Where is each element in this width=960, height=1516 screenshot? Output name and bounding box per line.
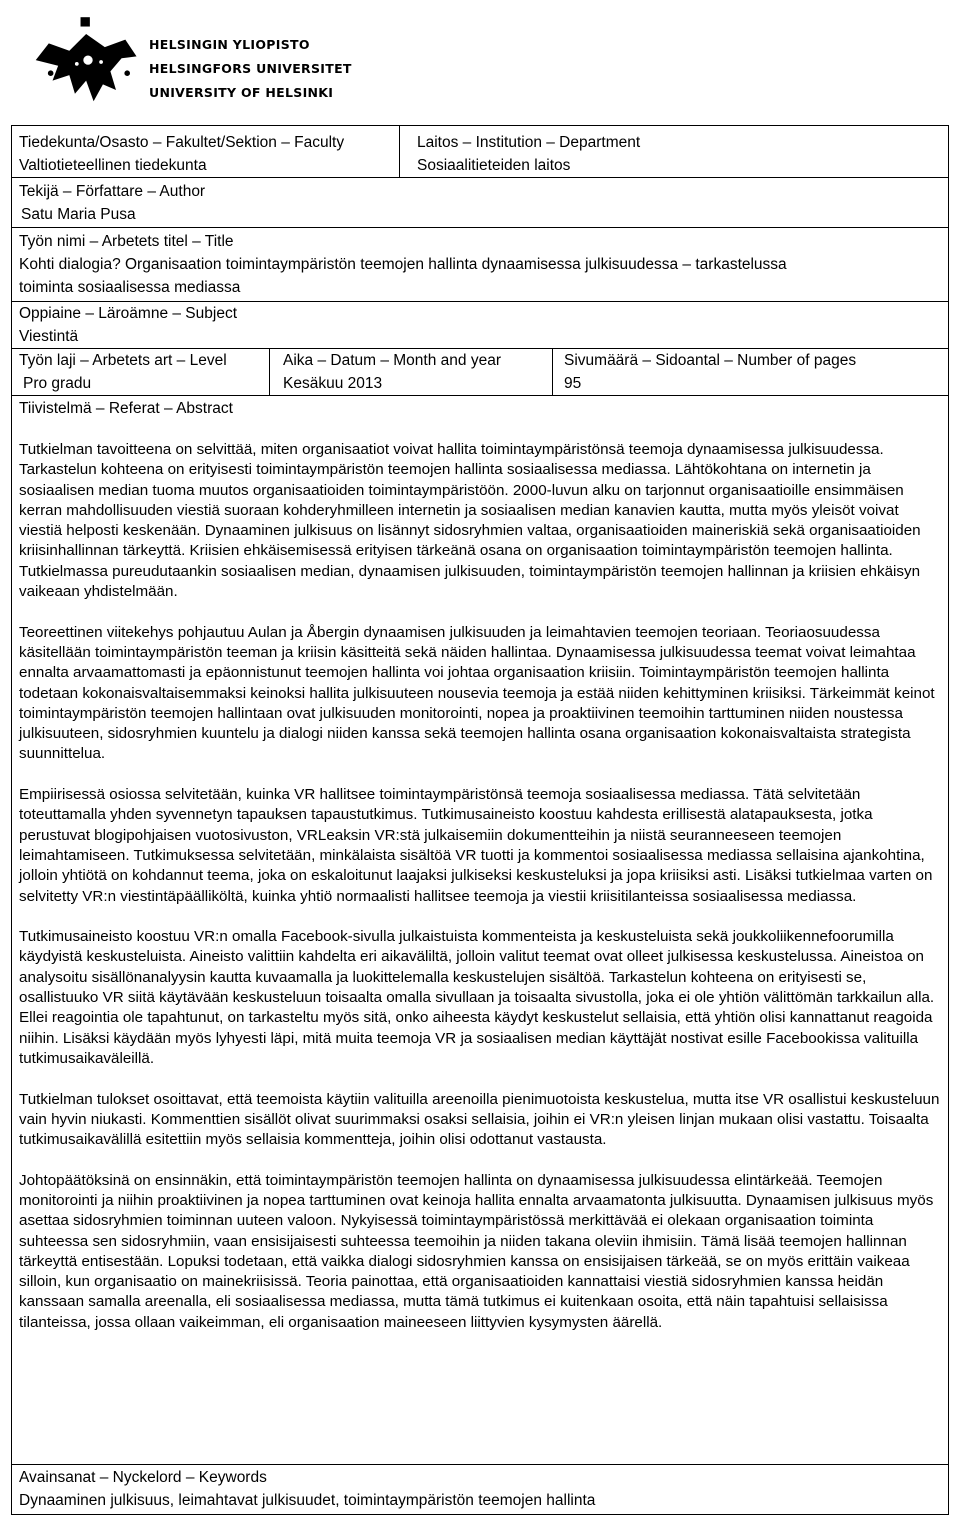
abstract-paragraph: Johtopäätöksinä on ensinnäkin, että toimintaympäristön teemojen hallinta on dynaamisessa julkisuudessa elintärkeää. Teemojen monitorointi ja niihin proaktiivinen ja nopea tarttuminen ovat keinoja hallita ennalta arvaamatonta julkisuutta. Dynaamisen julkisuus myös asettaa sidosryhmien toiminnan uuteen valoon. Nykyisessä toimintaympäristössä merkittävää ei olekaan organisaation toiminta suhteessa sen sidosryhmiin, vaan ensisijaisesti suhteessa teemoihin ja niiden takana oleviin ihmisiin. Tämä lisää teemojen hallinnan tärkeyttä entisestään. Lopuksi todetaan, että vaikka dialogi sidosryhmien kanssa on ensisijaisen tärkeää, se on myös erittäin vaikeaa silloin, kun organisaatio on mainekriisissä. Teoria painottaa, että organisaatioiden kannattaisi viestiä sidosryhmien kanssa heidän kanssaan samalla areenalla, eli sosiaalisessa mediassa, mutta tämä tutkimus ei kuitenkaan osoita, että näin tapahtuisi sellaisissa tilanteissa, jossa ollaan vaikeimman, eli organisaation maineeseen liittyvien kysymysten äärellä. (19, 1171, 934, 1331)
keywords-label: Avainsanat – Nyckelord – Keywords (19, 1469, 267, 1486)
level-value: Pro gradu (23, 375, 92, 392)
department-label: Laitos – Institution – Department (417, 134, 641, 151)
subject-value: Viestintä (19, 328, 79, 345)
keywords-value: Dynaaminen julkisuus, leimahtavat julkisuudet, toimintaympäristön teemojen hallinta (19, 1492, 596, 1509)
abstract-paragraph: Empiirisessä osiossa selvitetään, kuinka VR hallitsee toimintaympäristönsä teemoja sosiaalisessa mediassa. Tätä selvitetään toteuttamalla yhden syvennetyn tapauksen tapaustutkimus. Tutkimusaineisto koostuu kahdesta erillisestä alatapauksesta, jotka perustuvat blogipohjaisen vuotosivuston, VRLeaksin VR:stä julkaisemiin dokumentteihin ja niistä seuranneeseen teemojen leimahtamiseen. Tutkimuksessa selvitetään, minkälaista sisältöä VR tuotti ja kommentoi sosiaalisessa mediassa sellaisina ajankohtina, jolloin yhtiötä on kohdannut teema, joka on eskaloitunut laajaksi julkiseksi keskusteluksi ja jopa kriisiksi asti. Lisäksi tutkielmaa varten on selvitetty VR:n viestintäpäälliköltä, kuinka yhtiö normaalisti hallitsee teemoja ja viestii kriisitilanteissa sosiaalisessa mediassa. (19, 786, 933, 905)
divider (12, 227, 948, 228)
university-seal-logo (32, 14, 144, 110)
date-label: Aika – Datum – Month and year (283, 352, 501, 369)
pages-value: 95 (564, 375, 582, 392)
author-value: Satu Maria Pusa (21, 206, 136, 223)
university-name-fi: HELSINGIN YLIOPISTO (149, 37, 310, 52)
divider (552, 348, 553, 395)
divider (12, 395, 948, 396)
title-value-line2: toiminta sosiaalisessa mediassa (19, 279, 241, 296)
title-label: Työn nimi – Arbetets titel – Title (19, 233, 234, 250)
divider (12, 1464, 948, 1465)
abstract-text (19, 440, 945, 1353)
department-value: Sosiaalitieteiden laitos (417, 157, 571, 174)
title-value-line1: Kohti dialogia? Organisaation toimintaympäristön teemojen hallinta dynaamisessa julkisuudessa – tarkastelussa (19, 256, 787, 273)
level-label: Työn laji – Arbetets art – Level (19, 352, 227, 369)
university-name-sv: HELSINGFORS UNIVERSITET (149, 61, 352, 76)
divider (269, 348, 270, 395)
university-name (149, 33, 352, 105)
date-value: Kesäkuu 2013 (283, 375, 383, 392)
subject-label: Oppiaine – Läroämne – Subject (19, 305, 238, 322)
abstract-form (11, 125, 949, 1515)
divider (399, 126, 400, 177)
faculty-label: Tiedekunta/Osasto – Fakultet/Sektion – Faculty (19, 134, 345, 151)
abstract-paragraph: Tutkimusaineisto koostuu VR:n omalla Facebook-sivulla julkaistuista kommenteista ja keskusteluista sekä joukkoliikennefoorumilla käydyistä keskusteluista. Aineisto valittiin kahdelta eri aikaväliltä, jolloin valitut teemat ovat olleet julkisessa keskustelussa. Aineistoa on analysoitu sisällönanalyysin kautta kuvaamalla ja luokittelemalla keskustelujen sisältöä. Tarkastelun kohteena on erityisesti se, osallistuuko VR siitä käytävään keskusteluun toisaalta omalla sivullaan ja toisaalta sivustolla, joka ei ole yhtiön välittömän tarkkailun alla. Ellei reagointia ole tapahtunut, on tarkasteltu myös sitä, onko aiheesta käydyt keskustelut sellaisia, että yhtiön olisi kannattanut reagoida niihin. Lisäksi käydään myös lyhyesti läpi, mitä muita teemoja VR ja sosiaalisen median käyttäjät nostivat esille Facebookissa valituilla tutkimusaikaväleillä. (19, 928, 935, 1067)
university-name-en: UNIVERSITY OF HELSINKI (149, 85, 334, 100)
author-label: Tekijä – Författare – Author (19, 183, 206, 200)
abstract-paragraph: Teoreettinen viitekehys pohjautuu Aulan ja Åbergin dynaamisen julkisuuden ja leimahtavien teemojen teoriaan. Teoriaosuudessa käsitellään toimintaympäristön teeman ja kriisin käsitteitä sekä näiden hallintaa. Dynaamisessa julkisuudessa teemat voivat leimahtaa ennalta arvaamattomasti ja epäonnistunut teemojen hallinta voi johtaa organisaation kriisiin. Toimintaympäristön teemojen hallinta todetaan kokonaisvaltaisemmaksi keinoksi hallita julkisuuteen nousevia teemoja ja estää niiden kehittyminen kriisiksi. Tärkeimmät keinot toimintaympäristön teemojen hallintaan ovat julkisuuden monitorointi, nopea ja proaktiivinen teemoihin tarttuminen niiden noustessa julkisuuteen, sidosryhmien kuuntelu ja dialogi niiden kanssa sekä teemojen hallinta osana organisaation kokonaisvaltaista strategista suunnittelua. (19, 623, 935, 763)
abstract-paragraph: Tutkielman tulokset osoittavat, että teemoista käytiin valituilla areenoilla pienimuotoista keskustelua, mutta itse VR osallistui keskusteluun vain hyvin niukasti. Kommenttien sisällöt olivat suurimmaksi osaksi sellaisia, joihin ei VR:n yleisen linjan mukaan olisi vastattu. Toisaalta tutkimusaikavälillä esitettiin myös sellaisia kommentteja, joihin olisi odottanut vastausta. (19, 1090, 940, 1149)
divider (12, 177, 948, 178)
faculty-value: Valtiotieteellinen tiedekunta (19, 157, 207, 174)
abstract-paragraph: Tutkielman tavoitteena on selvittää, miten organisaatiot voivat hallita toimintaympäristönsä teemoja dynaamisessa julkisuudessa. Tarkastelun kohteena on erityisesti toimintaympäristön teemojen hallinta sosiaalisessa mediassa. Lähtökohtana on internetin ja sosiaalisen median tuoma muutos organisaatioiden toimintaympäristöön. 2000-luvun alku on tarjonnut organisaatioille ensimmäisen kerran mahdollisuuden viestiä suoraan kohderyhmilleen internetin ja sosiaalisen median kanavien kautta, mutta myös yleisöt voivat viestiä helposti keskenään. Dynaaminen julkisuus on lisännyt sidosryhmien valtaa, organisaatioiden maineriskiä sekä organisaatioiden kriisinhallinnan tärkeyttä. Kriisien ehkäisemisessä erityisen tärkeänä osana on organisaation toimintaympäristön teemojen hallinta. Tutkielmassa pureudutaankin sosiaalisen median, dynaamisen julkisuuden, toimintaympäristön teemojen hallinnan ja kriisien ehkäisyn vaikeaan yhdistelmään. (19, 441, 921, 601)
pages-label: Sivumäärä – Sidoantal – Number of pages (564, 352, 857, 369)
abstract-label: Tiivistelmä – Referat – Abstract (19, 400, 233, 417)
